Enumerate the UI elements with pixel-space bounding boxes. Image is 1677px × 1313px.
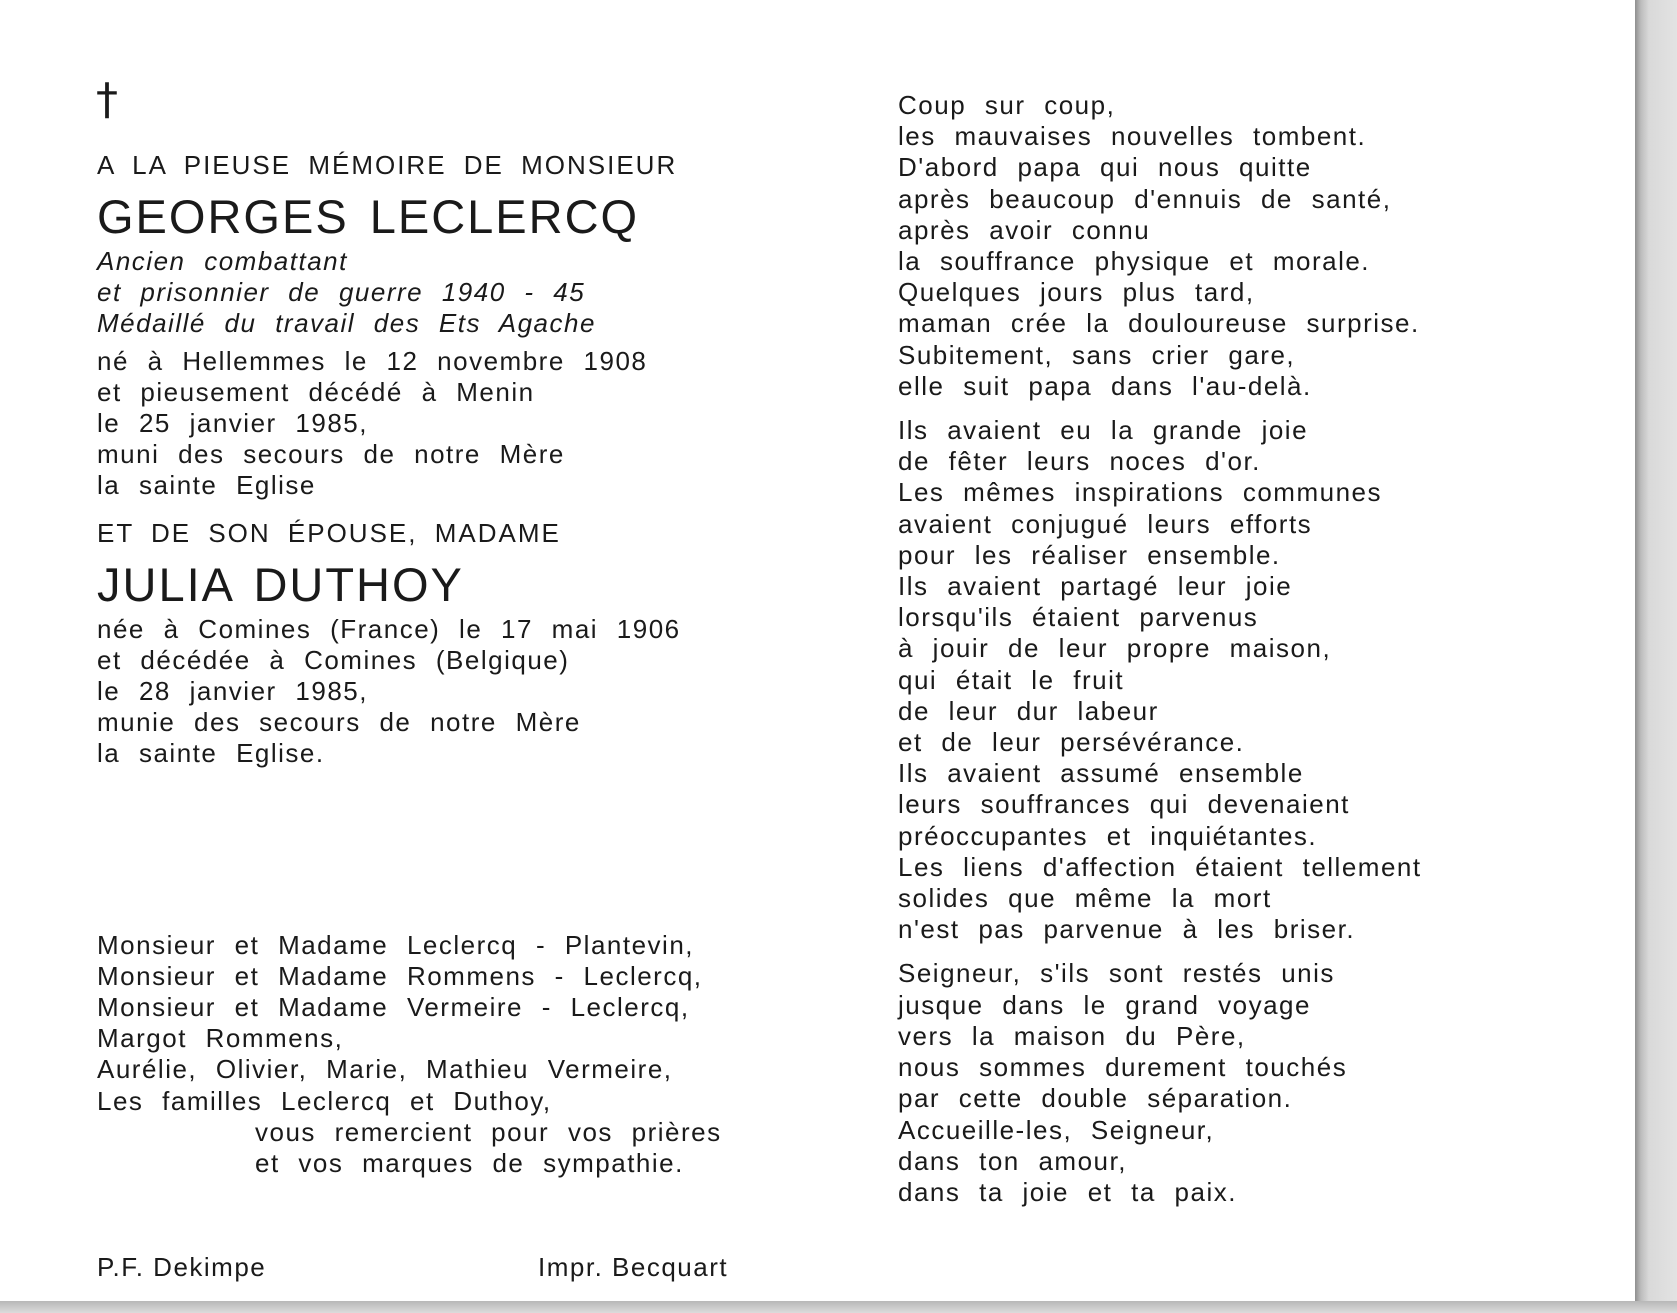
husband-details	[97, 346, 817, 502]
poem-line: Ils avaient partagé leur joie	[898, 571, 1293, 602]
husband-detail-line: la sainte Eglise	[97, 470, 316, 501]
poem-line: de leur dur labeur	[898, 695, 1159, 726]
poem-line: solides que même la mort	[898, 883, 1272, 914]
poem-line: avaient conjugué leurs efforts	[898, 508, 1313, 539]
poem-line: Les mêmes inspirations communes	[898, 477, 1382, 508]
poem-line: Quelques jours plus tard,	[898, 277, 1255, 308]
poem-line: préoccupantes et inquiétantes.	[898, 820, 1318, 851]
poem-stanza-2	[898, 415, 1538, 945]
husband-name: GEORGES LECLERCQ	[97, 190, 640, 243]
poem-line: vers la maison du Père,	[898, 1020, 1246, 1051]
family-line: Monsieur et Madame Vermeire - Leclercq,	[97, 992, 690, 1023]
scan-edge-bottom	[0, 1301, 1677, 1313]
poem-stanza-1	[898, 90, 1538, 402]
poem-line: Seigneur, s'ils sont restés unis	[898, 958, 1335, 989]
wife-detail-line: née à Comines (France) le 17 mai 1906	[97, 613, 681, 644]
thanks-message	[97, 1117, 817, 1179]
poem-line: D'abord papa qui nous quitte	[898, 152, 1312, 183]
poem-line: leurs souffrances qui devenaient	[898, 789, 1350, 820]
wife-detail-line: le 28 janvier 1985,	[97, 676, 368, 707]
poem-line: maman crée la douloureuse surprise.	[898, 308, 1420, 339]
family-list	[97, 930, 817, 1117]
husband-detail-line: et pieusement décédé à Menin	[97, 376, 535, 407]
family-line: Monsieur et Madame Rommens - Leclercq,	[97, 960, 703, 991]
poem-line: et de leur persévérance.	[898, 727, 1245, 758]
poem-line: à jouir de leur propre maison,	[898, 633, 1332, 664]
poem-line: Accueille-les, Seigneur,	[898, 1114, 1215, 1145]
poem-line: de fêter leurs noces d'or.	[898, 446, 1261, 477]
family-line: Monsieur et Madame Leclercq - Plantevin,	[97, 929, 695, 960]
husband-title-line: Ancien combattant	[97, 246, 348, 276]
family-line: Aurélie, Olivier, Marie, Mathieu Vermeire,	[97, 1054, 673, 1085]
poem-line: pour les réaliser ensemble.	[898, 539, 1281, 570]
poem-column	[898, 90, 1538, 1221]
spouse-heading: ET DE SON ÉPOUSE, MADAME	[97, 517, 561, 548]
husband-title-line: Médaillé du travail des Ets Agache	[97, 308, 596, 339]
poem-line: dans ta joie et ta paix.	[898, 1176, 1237, 1207]
poem-line: jusque dans le grand voyage	[898, 989, 1311, 1020]
poem-line: elle suit papa dans l'au-delà.	[898, 370, 1312, 401]
poem-line: dans ton amour,	[898, 1145, 1127, 1176]
wife-details	[97, 614, 817, 770]
scan-edge-right	[1635, 0, 1677, 1313]
wife-detail-line: la sainte Eglise.	[97, 738, 325, 769]
memory-heading: A LA PIEUSE MÉMOIRE DE MONSIEUR	[97, 150, 678, 180]
family-line: Les familles Leclercq et Duthoy,	[97, 1085, 552, 1116]
poem-line: Ils avaient eu la grande joie	[898, 415, 1309, 446]
funeral-director-credit: P.F. Dekimpe	[97, 1252, 267, 1282]
poem-line: Subitement, sans crier gare,	[898, 339, 1296, 370]
wife-detail-line: munie des secours de notre Mère	[97, 707, 581, 738]
left-column	[97, 148, 817, 1179]
poem-line: après avoir connu	[898, 214, 1151, 245]
husband-detail-line: muni des secours de notre Mère	[97, 439, 565, 470]
printer-credit: Impr. Becquart	[538, 1252, 729, 1282]
thanks-line: et vos marques de sympathie.	[255, 1148, 684, 1179]
poem-line: les mauvaises nouvelles tombent.	[898, 121, 1367, 152]
husband-titles	[97, 246, 817, 340]
poem-line: Coup sur coup,	[898, 90, 1116, 120]
cross-icon: †	[96, 74, 118, 125]
poem-stanza-3	[898, 958, 1538, 1208]
husband-detail-line: le 25 janvier 1985,	[97, 408, 368, 439]
family-line: Margot Rommens,	[97, 1023, 344, 1054]
poem-line: lorsqu'ils étaient parvenus	[898, 602, 1259, 633]
poem-line: la souffrance physique et morale.	[898, 246, 1371, 277]
wife-name: JULIA DUTHOY	[97, 557, 464, 611]
husband-detail-line: né à Hellemmes le 12 novembre 1908	[97, 345, 648, 376]
poem-line: Les liens d'affection étaient tellement	[898, 851, 1422, 882]
husband-title-line: et prisonnier de guerre 1940 - 45	[97, 277, 586, 308]
poem-line: nous sommes durement touchés	[898, 1052, 1348, 1083]
poem-line: après beaucoup d'ennuis de santé,	[898, 183, 1392, 214]
poem-line: n'est pas parvenue à les briser.	[898, 914, 1356, 945]
wife-detail-line: et décédée à Comines (Belgique)	[97, 644, 570, 675]
thanks-line: vous remercient pour vos prières	[255, 1116, 722, 1147]
poem-line: qui était le fruit	[898, 664, 1125, 695]
poem-line: Ils avaient assumé ensemble	[898, 758, 1304, 789]
poem-line: par cette double séparation.	[898, 1083, 1293, 1114]
